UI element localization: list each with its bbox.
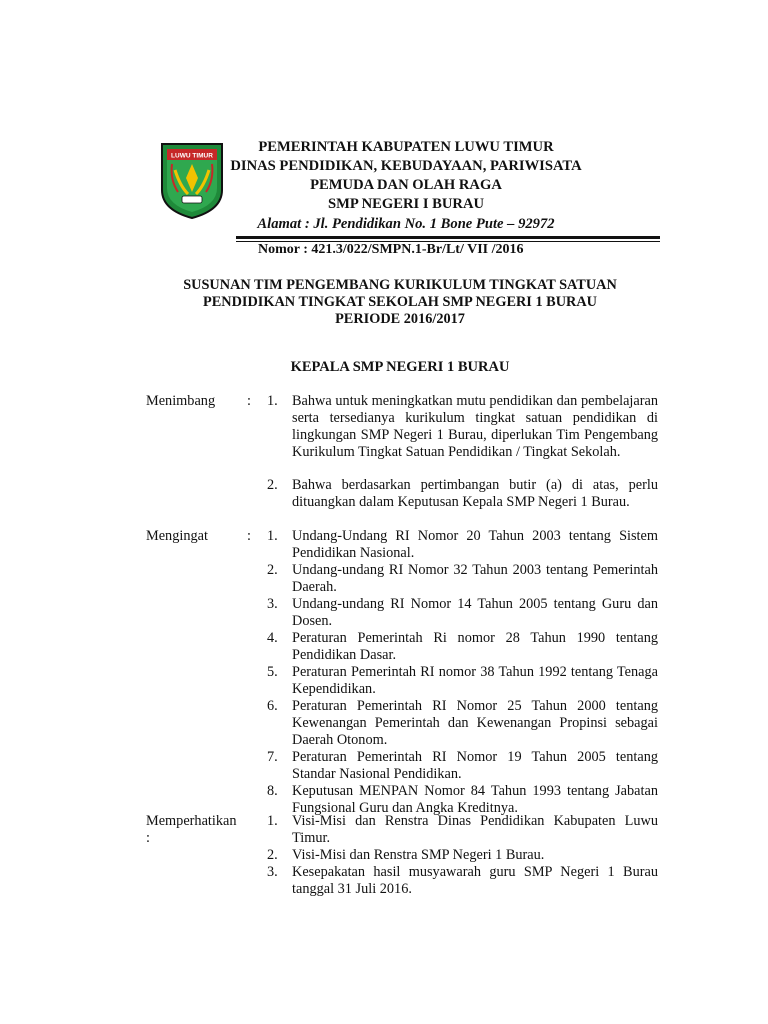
list-item-number: 1.	[267, 813, 278, 829]
document-number: Nomor : 421.3/022/SMPN.1-Br/Lt/ VII /2016	[258, 242, 524, 257]
list-item-number: 1.	[267, 393, 278, 409]
list-item-number: 7.	[267, 749, 278, 765]
list-item-text: Peraturan Pemerintah Ri nomor 28 Tahun 1990 tentang Pendidikan Dasar.	[292, 630, 658, 663]
document-title-line-1: SUSUNAN TIM PENGEMBANG KURIKULUM TINGKAT SATUAN	[183, 277, 617, 293]
document-title-period: PERIODE 2016/2017	[335, 311, 465, 327]
list-item-text: Keputusan MENPAN Nomor 84 Tahun 1993 tentang Jabatan Fungsional Guru dan Angka Kreditnya.	[292, 783, 658, 816]
list-item-text: Undang-Undang RI Nomor 20 Tahun 2003 tentang Sistem Pendidikan Nasional.	[292, 528, 658, 561]
list-item-text: Peraturan Pemerintah RI Nomor 25 Tahun 2000 tentang Kewenangan Pemerintah dan Kewenangan Propinsi sebagai Daerah Otonom.	[292, 698, 658, 748]
list-item-text: Kesepakatan hasil musyawarah guru SMP Negeri 1 Burau tanggal 31 Juli 2016.	[292, 864, 658, 897]
section-colon: :	[247, 528, 251, 544]
list-item-text: Visi-Misi dan Renstra Dinas Pendidikan Kabupaten Luwu Timur.	[292, 813, 658, 846]
header-school-name: SMP NEGERI I BURAU	[327, 196, 485, 212]
list-item-text: Peraturan Pemerintah RI Nomor 19 Tahun 2005 tentang Standar Nasional Pendidikan.	[292, 749, 658, 782]
list-item-text: Undang-undang RI Nomor 14 Tahun 2005 tentang Guru dan Dosen.	[292, 596, 658, 629]
list-item-text: Visi-Misi dan Renstra SMP Negeri 1 Burau.	[292, 847, 545, 863]
section-colon: :	[247, 393, 251, 409]
list-item-number: 2.	[267, 477, 278, 493]
header-department-cont: PEMUDA DAN OLAH RAGA	[310, 177, 502, 193]
list-item-number: 2.	[267, 847, 278, 863]
list-item-text: Peraturan Pemerintah RI nomor 38 Tahun 1992 tentang Tenaga Kependidikan.	[292, 664, 658, 697]
header-department: DINAS PENDIDIKAN, KEBUDAYAAN, PARIWISATA	[230, 158, 582, 174]
letterhead-divider-thick	[236, 236, 660, 239]
header-government: PEMERINTAH KABUPATEN LUWU TIMUR	[258, 139, 554, 155]
list-item-text: Bahwa untuk meningkatkan mutu pendidikan dan pembelajaran serta tersedianya kurikulum tingkat satuan pendidikan di lingkungan SMP Negeri 1 Burau, diperlukan Tim Pengembang Kurikulum Tingkat Satuan Pendidikan / Tingkat Sekolah.	[292, 393, 658, 460]
list-item-number: 1.	[267, 528, 278, 544]
section-label: Memperhatikan :	[146, 813, 237, 846]
section-label: Menimbang	[146, 393, 216, 409]
section-label: Mengingat	[146, 528, 208, 544]
header-address: Alamat : Jl. Pendidikan No. 1 Bone Pute – 92972	[257, 216, 555, 232]
list-item-number: 2.	[267, 562, 278, 578]
issuer-heading: KEPALA SMP NEGERI 1 BURAU	[290, 359, 510, 375]
list-item-number: 6.	[267, 698, 278, 714]
list-item-number: 8.	[267, 783, 278, 799]
list-item-number: 5.	[267, 664, 278, 680]
document-title-line-2: PENDIDIKAN TINGKAT SEKOLAH SMP NEGERI 1 BURAU	[202, 294, 598, 310]
emblem-label: LUWU TIMUR	[171, 152, 213, 160]
list-item-text: Bahwa berdasarkan pertimbangan butir (a) di atas, perlu dituangkan dalam Keputusan Kepala SMP Negeri 1 Burau.	[292, 477, 658, 510]
list-item-text: Undang-undang RI Nomor 32 Tahun 2003 tentang Pemerintah Daerah.	[292, 562, 658, 595]
list-item-number: 4.	[267, 630, 278, 646]
list-item-number: 3.	[267, 596, 278, 612]
list-item-number: 3.	[267, 864, 278, 880]
